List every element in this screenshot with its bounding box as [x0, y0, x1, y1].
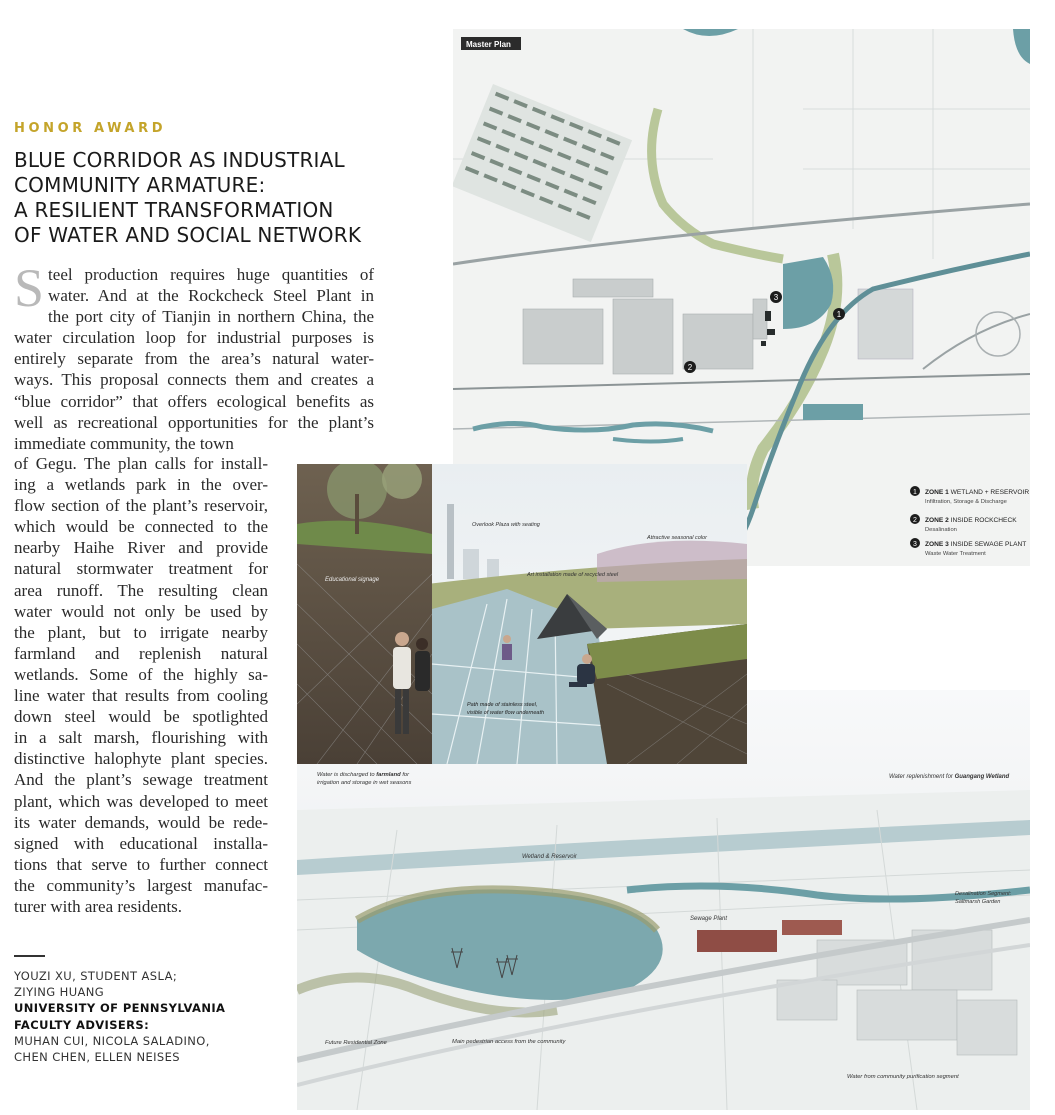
school-name: UNIVERSITY OF PENNSYLVANIA: [14, 1001, 226, 1016]
aerial-label-desalination: Desalination Segment:: [955, 891, 1012, 897]
body-line: farmland and replenish natural: [14, 643, 268, 663]
body-line: water. And at the Rockcheck Steel Plant in: [48, 286, 374, 306]
body-line: area runoff. The resulting clean: [14, 580, 268, 600]
body-line: its water demands, would be rede-: [14, 812, 268, 832]
title-line: OF WATER AND SOCIAL NETWORK: [14, 223, 362, 247]
aerial-label-purification: Water from community purification segment: [847, 1074, 959, 1080]
svg-text:1: 1: [836, 310, 842, 319]
svg-text:Art installation made of recyc: Art installation made of recycled steel: [527, 572, 619, 578]
body-line: which would be connected to the: [14, 517, 268, 537]
aerial-label-wetland-replenish: Water replenishment for Guangang Wetland: [889, 774, 1010, 780]
svg-text:Attractive seasonal color: Attractive seasonal color: [647, 535, 707, 541]
zone-marker-3: [770, 291, 782, 303]
advisers-line: CHEN CHEN, ELLEN NEISES: [14, 1050, 180, 1065]
body-line: distinctive halophyte plant species.: [14, 749, 268, 769]
body-line: water circulation loop for industrial purposes is: [14, 328, 374, 348]
svg-text:Desalination: Desalination: [925, 527, 957, 533]
svg-text:visible of water flow undernea: visible of water flow underneath: [467, 710, 545, 716]
body-line: the plant, but to irrigate nearby: [14, 622, 268, 642]
svg-text:ZONE 3 INSIDE SEWAGE PLANT: ZONE 3 INSIDE SEWAGE PLANT: [925, 541, 1027, 548]
svg-text:Overlook Plaza with seating: Overlook Plaza with seating: [472, 522, 540, 528]
body-line: the port city of Tianjin in northern China, the: [48, 307, 374, 327]
zone-marker-2: [684, 361, 696, 373]
zone-marker-1: [833, 308, 845, 320]
drop-cap: S: [14, 258, 45, 318]
aerial-label-wetland-reservoir: Wetland & Reservoir: [522, 854, 577, 860]
aerial-label-residential: Future Residential Zone: [325, 1040, 387, 1046]
body-line: water would not only be used by: [14, 601, 268, 621]
authors-line: ZIYING HUANG: [14, 985, 105, 1000]
body-line: teel production requires huge quantities of: [48, 265, 374, 284]
article-title: [14, 148, 394, 248]
authors-line: YOUZI XU, STUDENT ASLA;: [14, 969, 178, 983]
body-line: ing a wetlands park in the over-: [14, 475, 268, 495]
credits: [14, 968, 225, 1065]
svg-text:Educational signage: Educational signage: [325, 577, 380, 583]
title-line: A RESILIENT TRANSFORMATION: [14, 198, 334, 222]
body-line: signed with educational installa-: [14, 833, 268, 853]
aerial-label-farmland-sub: irrigation and storage in wet seasons: [317, 780, 412, 786]
aerial-label-sewage-plant: Sewage Plant: [690, 916, 728, 922]
body-line: immediate community, the town: [14, 433, 234, 453]
kicker: HONOR AWARD: [14, 121, 167, 136]
svg-text:Waste Water Treatment: Waste Water Treatment: [925, 551, 986, 557]
article-body-col2: [14, 453, 268, 917]
svg-text:2: 2: [913, 517, 917, 524]
article-body-col1: [14, 258, 374, 454]
body-line: tions that serve to further connect: [14, 854, 268, 874]
title-line: BLUE CORRIDOR AS INDUSTRIAL: [14, 148, 345, 172]
svg-text:Infiltration, Storage & Discha: Infiltration, Storage & Discharge: [925, 499, 1007, 505]
svg-text:3: 3: [773, 293, 779, 302]
svg-text:ZONE 1 WETLAND + RESERVOIR: ZONE 1 WETLAND + RESERVOIR: [925, 489, 1030, 496]
body-line: wetlands. Some of the highly sa-: [14, 664, 268, 684]
body-line: natural stormwater treatment for: [14, 559, 268, 579]
body-line: ways. This proposal connects them and creates a: [14, 370, 374, 390]
credits-divider: [14, 955, 45, 957]
svg-text:Path made of stainless steel,: Path made of stainless steel,: [467, 702, 538, 708]
zone-legend: [905, 479, 1030, 566]
master-plan-label: Master Plan: [466, 40, 511, 49]
body-line: line water that results from cooling: [14, 686, 268, 706]
advisers-line: MUHAN CUI, NICOLA SALADINO,: [14, 1033, 210, 1048]
body-line: plant, which was developed to meet: [14, 791, 268, 811]
body-line: in a salt marsh, flourishing with: [14, 728, 268, 748]
aerial-label-pedestrian-access: Main pedestrian access from the community: [452, 1039, 566, 1045]
svg-text:1: 1: [913, 489, 917, 496]
advisers-label: FACULTY ADVISERS:: [14, 1017, 150, 1032]
body-line: And the plant’s sewage treatment: [14, 770, 268, 790]
aerial-label-saltmarsh: Saltmarsh Garden: [955, 899, 1001, 905]
body-line: down steel would be spotlighted: [14, 707, 268, 727]
body-line: well as recreational opportunities for the plant’s: [14, 412, 374, 432]
body-line: the community’s largest manufac-: [14, 875, 268, 895]
svg-text:3: 3: [913, 541, 917, 548]
svg-text:2: 2: [687, 363, 693, 372]
title-line: COMMUNITY ARMATURE:: [14, 173, 266, 197]
body-line: of Gegu. The plan calls for install-: [14, 454, 268, 473]
aerial-label-farmland: Water is discharged to farmland for: [317, 772, 410, 778]
body-line: “blue corridor” that offers ecological benefits as: [14, 391, 374, 411]
body-line: flow section of the plant’s reservoir,: [14, 496, 268, 516]
walkway-rendering-image: [297, 464, 747, 764]
body-line: turer with area residents.: [14, 896, 183, 916]
svg-text:ZONE 2 INSIDE ROCKCHECK: ZONE 2 INSIDE ROCKCHECK: [925, 517, 1017, 524]
body-line: nearby Haihe River and provide: [14, 538, 268, 558]
body-line: entirely separate from the area’s natural water-: [14, 349, 374, 369]
